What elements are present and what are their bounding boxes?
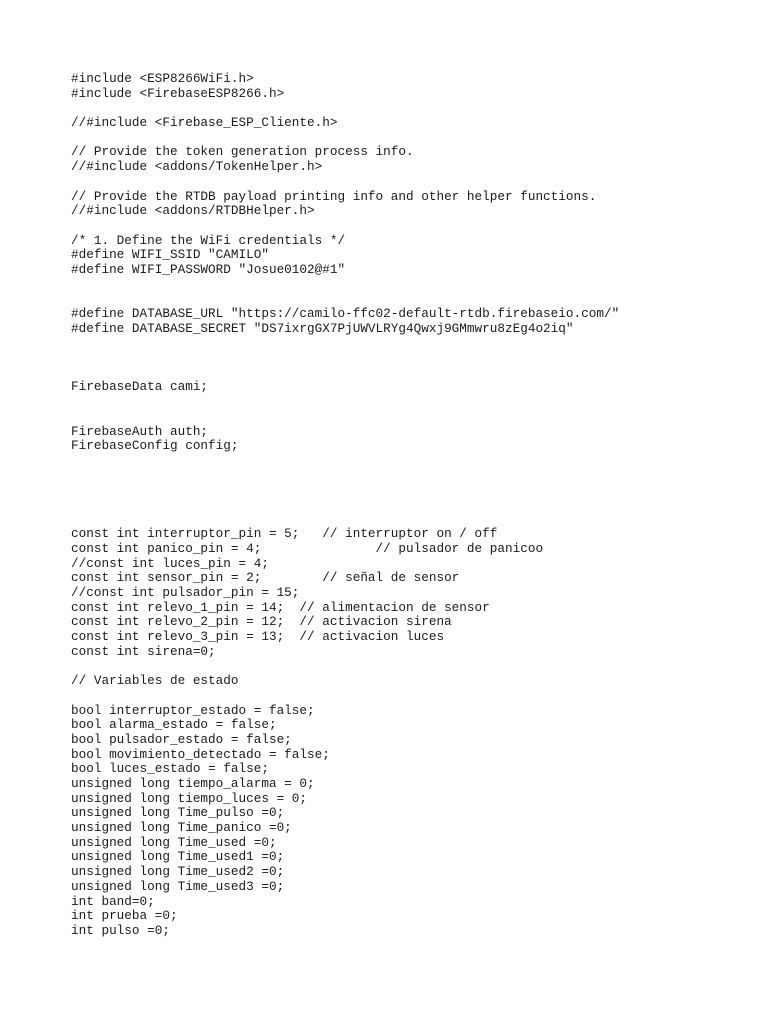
code-line	[71, 351, 619, 366]
code-line	[71, 101, 619, 116]
code-line: unsigned long tiempo_luces = 0;	[71, 790, 308, 806]
code-line: bool luces_estado = false;	[71, 761, 269, 777]
code-line: const int relevo_2_pin = 12; // activacion sirena	[71, 614, 452, 630]
code-line: unsigned long Time_panico =0;	[71, 820, 292, 836]
code-line: #define DATABASE_URL "https://camilo-ffc02-default-rtdb.firebaseio.com/"	[71, 306, 620, 321]
code-line: bool alarma_estado = false;	[71, 717, 277, 733]
code-line	[71, 175, 619, 190]
code-line	[71, 410, 619, 425]
code-line: unsigned long Time_used3 =0;	[71, 878, 285, 894]
code-line	[71, 336, 619, 351]
code-line: FirebaseData cami;	[71, 379, 209, 395]
code-line: //const int pulsador_pin = 15;	[71, 585, 300, 601]
code-line: unsigned long Time_pulso =0;	[71, 805, 285, 821]
code-line	[71, 513, 619, 528]
code-line	[71, 219, 619, 234]
code-line: unsigned long Time_used =0;	[71, 834, 277, 850]
code-line: bool interruptor_estado = false;	[71, 702, 315, 718]
code-line: #define WIFI_SSID "CAMILO"	[71, 247, 269, 263]
code-line: int prueba =0;	[71, 908, 178, 924]
code-line: //#include <addons/RTDBHelper.h>	[71, 203, 315, 219]
code-line	[71, 498, 619, 513]
code-line	[71, 131, 619, 146]
code-line	[71, 469, 619, 484]
code-line	[71, 689, 619, 704]
code-line	[71, 292, 619, 307]
code-line	[71, 483, 619, 498]
code-line: unsigned long Time_used1 =0;	[71, 849, 285, 865]
code-listing	[71, 72, 619, 939]
code-line: //const int luces_pin = 4;	[71, 555, 269, 571]
code-line	[71, 395, 619, 410]
code-line: FirebaseConfig config;	[71, 438, 239, 454]
code-line: #include <FirebaseESP8266.h>	[71, 85, 285, 101]
code-line	[71, 454, 619, 469]
code-line: const int interruptor_pin = 5; // interruptor on / off	[71, 526, 498, 542]
code-line: //#include <Firebase_ESP_Cliente.h>	[71, 115, 338, 131]
code-line: unsigned long tiempo_alarma = 0;	[71, 776, 315, 791]
code-line: // Provide the token generation process info.	[71, 144, 414, 160]
code-line: const int relevo_3_pin = 13; // activacion luces	[71, 629, 445, 645]
code-line: const int panico_pin = 4; // pulsador de panicoo	[71, 541, 544, 556]
code-line: // Variables de estado	[71, 673, 239, 689]
code-line: const int sensor_pin = 2; // señal de sensor	[71, 570, 460, 586]
code-line: const int relevo_1_pin = 14; // alimentacion de sensor	[71, 599, 490, 615]
code-line: unsigned long Time_used2 =0;	[71, 864, 285, 880]
code-line	[71, 278, 619, 293]
code-line: /* 1. Define the WiFi credentials */	[71, 232, 346, 248]
code-line: #include <ESP8266WiFi.h>	[71, 71, 254, 86]
code-line: int pulso =0;	[71, 922, 170, 938]
code-line: #define DATABASE_SECRET "DS7ixrgGX7PjUWVLRYg4Qwxj9GMmwru8zEg4o2iq"	[71, 320, 574, 336]
code-line: const int sirena=0;	[71, 643, 216, 659]
code-line	[71, 660, 619, 675]
code-line: int band=0;	[71, 893, 155, 909]
code-line: bool movimiento_detectado = false;	[71, 746, 330, 762]
code-line: //#include <addons/TokenHelper.h>	[71, 159, 323, 175]
code-line: #define WIFI_PASSWORD "Josue0102@#1"	[71, 261, 346, 277]
code-line	[71, 366, 619, 381]
code-line: bool pulsador_estado = false;	[71, 731, 292, 747]
code-line: FirebaseAuth auth;	[71, 423, 209, 439]
code-line: // Provide the RTDB payload printing info and other helper functions.	[71, 188, 597, 204]
